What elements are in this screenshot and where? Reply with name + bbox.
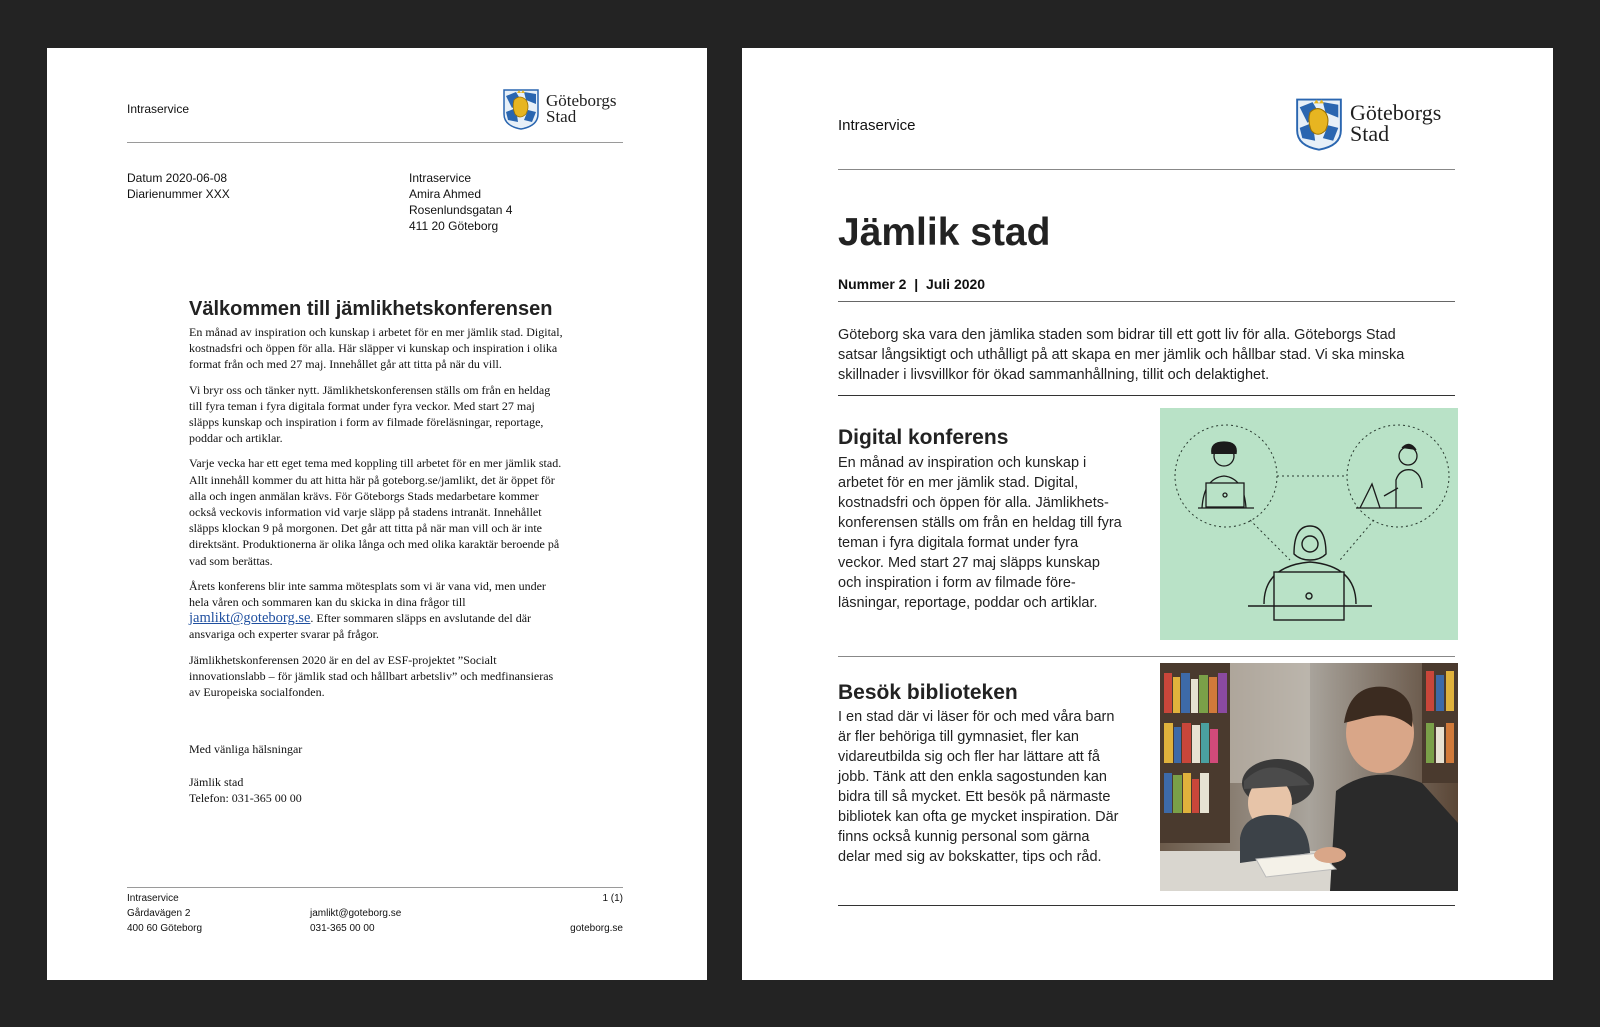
newsletter-header-org: Intraservice — [838, 117, 916, 134]
text-line: teman i fyra digitala format under fyra — [838, 535, 1079, 551]
letter-title: Välkommen till jämlikhetskonferensen — [189, 298, 553, 320]
footer-org: Intraservice — [127, 893, 179, 904]
logo-line2: Stad — [546, 107, 577, 126]
text-line: bibliotek kan ofta ge mycket inspiration. Där — [838, 809, 1119, 825]
text-line: jobb. Tänk att den enkla sagostunden kan — [838, 769, 1107, 785]
text-line: bidra till så mycket. Ett besök på närmaste — [838, 789, 1111, 805]
conference-illustration — [1160, 408, 1458, 640]
para4-after: . Efter sommaren släpps en avslutande del där ansvariga och experter svarar på frågor. — [189, 611, 532, 642]
phone: Telefon: 031-365 00 00 — [189, 791, 302, 805]
footer-page-number: 1 (1) — [602, 893, 623, 904]
text-line: veckor. Med start 27 maj släpps kunskap — [838, 555, 1100, 571]
sender: Jämlik stad — [189, 775, 244, 789]
footer-web: goteborg.se — [570, 923, 623, 934]
text-line: och inspiration i form av filmade före- — [838, 575, 1076, 591]
date-line: Datum 2020-06-08 — [127, 171, 228, 185]
bottom-divider — [838, 905, 1455, 906]
logo-line1: Göteborgs — [1350, 100, 1442, 126]
recipient-line: Rosenlundsgatan 4 — [409, 203, 513, 217]
text-line: arbetet för en mer jämlik stad. Digital, — [838, 475, 1079, 491]
newsletter-page — [742, 48, 1553, 980]
text-line: är fler behöriga till gymnasiet, fler kan — [838, 729, 1079, 745]
text-line: läsningar, reportage, poddar och artiklar. — [838, 595, 1098, 611]
body-paragraph — [189, 578, 563, 643]
section1-heading: Digital konferens — [838, 426, 1009, 449]
recipient-address — [409, 170, 512, 234]
intro-text: Göteborg ska vara den jämlika staden som bidrar till ett gott liv för alla. Göteborgs Stad satsar långsiktigt och uthålligt på att skapa en mer jämlik och hållbar stad. Vi ska minska skillnader i livsvillkor för ökad sammanhållning, tillit och delaktighet. — [838, 327, 1405, 383]
body-paragraph: Vi bryr oss och tänker nytt. Jämlikhetskonferensen ställs om från en heldag till fyra teman i fyra digitala format under fyra veckor. Med start 27 maj släpps kunskap och inspiration i form av filmade föreläsningar, reportage, poddar och artiklar. — [189, 382, 551, 446]
text-line: finns också kunnig personal som gärna — [838, 829, 1090, 845]
letter-header-org: Intraservice — [127, 102, 190, 116]
issue-line: Nummer 2 | Juli 2020 — [838, 276, 986, 292]
section2-heading: Besök biblioteken — [838, 681, 1018, 704]
text-line: kostnadsfri och öppen för alla. Jämlikhets- — [838, 495, 1109, 511]
text-line: delar med sig av bokskatter, tips och råd. — [838, 849, 1102, 865]
title-divider — [838, 301, 1455, 302]
closing: Med vänliga hälsningar — [189, 742, 303, 756]
newsletter-title: Jämlik stad — [838, 211, 1051, 254]
letter-meta — [127, 170, 230, 202]
city-crest-icon — [502, 88, 540, 130]
logo-line2: Stad — [1350, 121, 1390, 146]
section1-body — [838, 453, 1122, 613]
text-line: konferensen ställs om från en heldag till fyra — [838, 515, 1122, 531]
para4-before: Årets konferens blir inte samma mötesplats som vi är vana vid, men under hela våren och sommaren kan du skicka in dina frågor till — [189, 578, 546, 610]
section2-body — [838, 707, 1118, 867]
logo-line1: Göteborgs — [546, 90, 617, 110]
letter-body — [189, 324, 563, 709]
section-divider — [838, 656, 1455, 657]
footer-city: 400 60 Göteborg — [127, 923, 203, 934]
footer-address — [127, 891, 202, 936]
body-paragraph: En månad av inspiration och kunskap i arbetet för en mer jämlik stad. Digital, kostnadsfri och öppen för alla. Här släpper vi kunskap och inspiration i olika format från och med 27 maj. Innehållet går att titta på när du vill. — [189, 325, 563, 372]
footer-street: Gårdavägen 2 — [127, 908, 191, 919]
text-line: En månad av inspiration och kunskap i — [838, 455, 1087, 471]
diary-line: Diarienummer XXX — [127, 187, 230, 201]
recipient-line: Amira Ahmed — [409, 187, 482, 201]
library-photo — [1160, 663, 1458, 891]
signature — [189, 774, 302, 806]
text-line: vidareutbilda sig och fler har lättare att få — [838, 749, 1100, 765]
footer-tel: 031-365 00 00 — [310, 923, 375, 934]
recipient-line: Intraservice — [409, 171, 472, 185]
footer-contact — [310, 906, 401, 936]
text-line: I en stad där vi läser för och med våra barn — [838, 709, 1115, 725]
intro-divider — [838, 395, 1455, 396]
city-crest-icon — [1294, 97, 1344, 151]
email-link[interactable]: jamlikt@goteborg.se — [189, 610, 311, 627]
letter-logo — [502, 88, 617, 130]
footer-email: jamlikt@goteborg.se — [310, 908, 402, 919]
footer-divider — [127, 887, 623, 888]
body-paragraph: Jämlikhetskonferensen 2020 är en del av ESF-projektet ”Socialt innovationslabb – för jämlik stad och hållbart arbetsliv” och medfinansieras av Europeiska socialfonden. — [189, 652, 554, 700]
newsletter-logo — [1294, 97, 1441, 151]
letter-page — [47, 48, 707, 980]
recipient-line: 411 20 Göteborg — [409, 219, 499, 233]
header-divider — [127, 142, 623, 143]
body-paragraph: Varje vecka har ett eget tema med koppling till arbetet för en mer jämlik stad. Allt innehåll kommer du att hitta här på goteborg.se/jamlikt, det är öppet för alla och ingen anmälan krävs. För Göteborgs Stads medarbetare kommer också veckovis information vid varje släpp på stadens intranät. Innehållet släpps klockan 9 på morgonen. Det går att titta på när man vill och är inte direktsänt. Produktionerna är olika långa och med olika karaktär beroende på vad som berättas. — [189, 456, 562, 568]
header-divider — [838, 169, 1455, 170]
